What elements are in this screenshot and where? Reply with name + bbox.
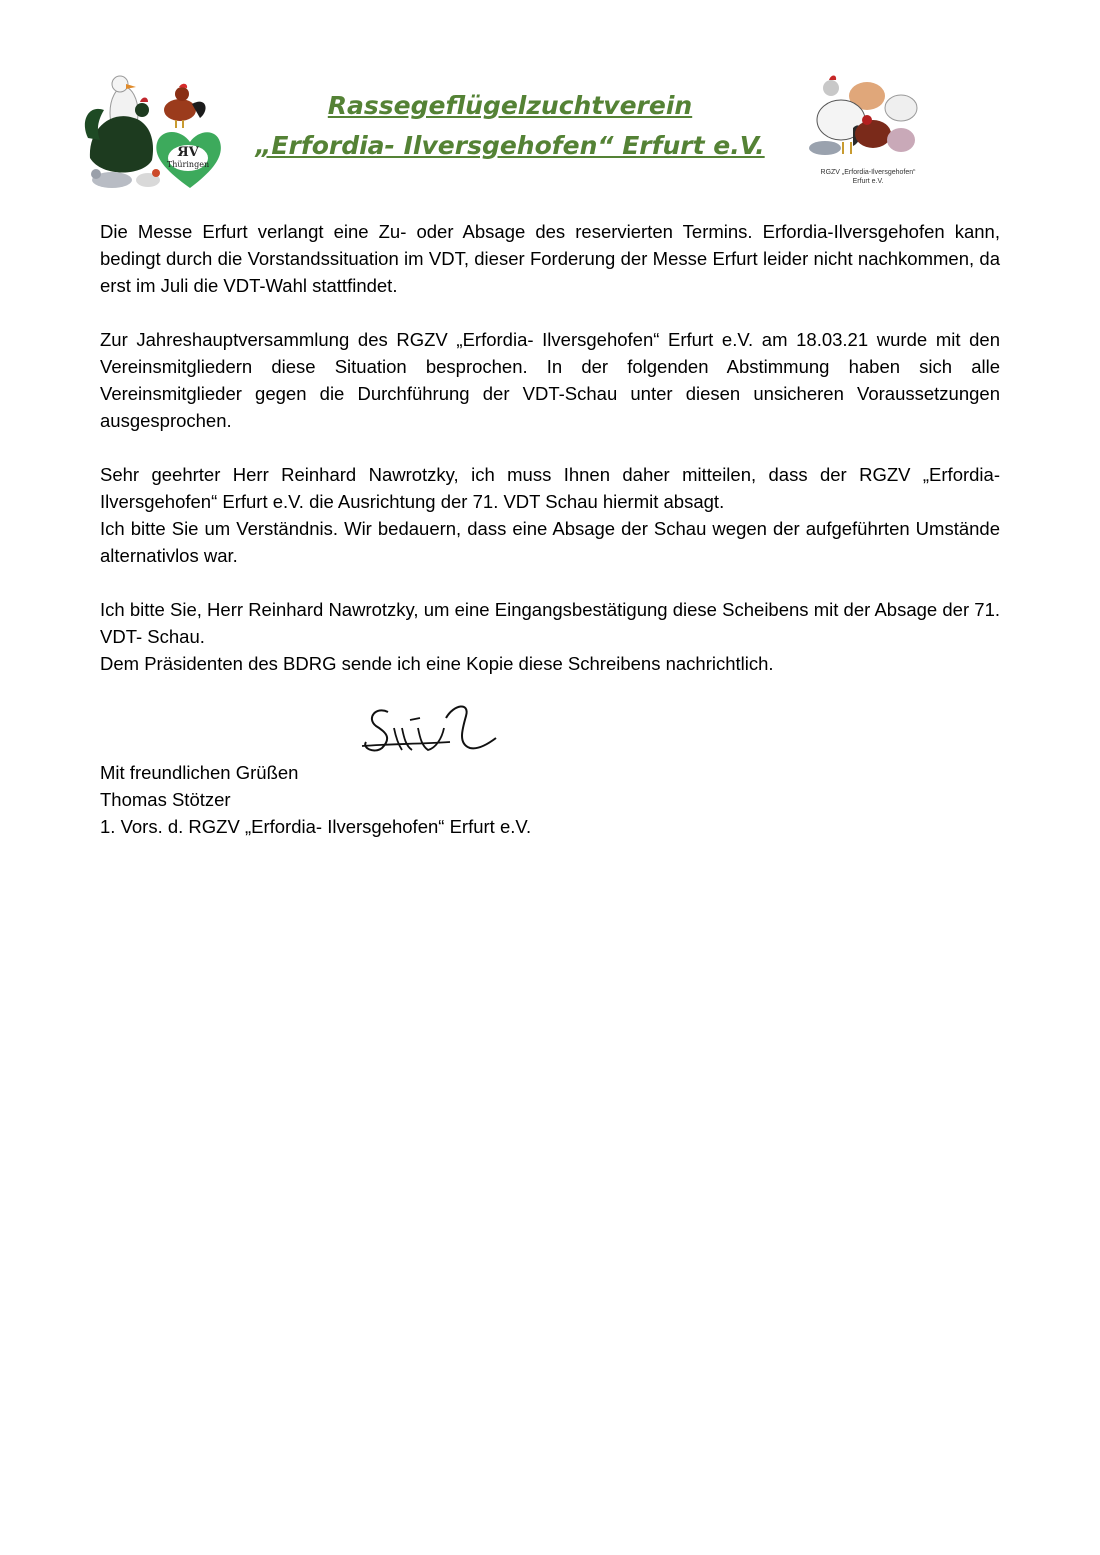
club-title — [240, 86, 780, 166]
paragraph-jahreshauptversammlung: Zur Jahreshauptversammlung des RGZV „Erfordia- Ilversgehofen“ Erfurt e.V. am 18.03.21 wurde mit den Vereinsmitgliedern diese Situation besprochen. In der folgenden Abstimmung haben sich alle Vereinsmitglieder gegen die Durchführung der VDT-Schau unter diesen unsicheren Voraussetzungen ausgesprochen. — [100, 329, 1000, 431]
signer-name: Thomas Stötzer — [100, 789, 231, 810]
handwritten-signature — [358, 698, 503, 760]
poultry-thueringen-logo — [82, 68, 222, 196]
club-title-line1: Rassegeflügelzuchtverein — [327, 91, 693, 120]
signer-role: 1. Vors. d. RGZV „Erfordia- Ilversgehofen“ Erfurt e.V. — [100, 816, 532, 837]
paragraph-verstaendnis: Ich bitte Sie um Verständnis. Wir bedauern, dass eine Absage der Schau wegen der aufgeführten Umstände alternativlos war. — [100, 518, 1000, 566]
paragraph-kopie-bdrg: Dem Präsidenten des BDRG sende ich eine Kopie diese Schreibens nachrichtlich. — [100, 653, 774, 674]
paragraph-absage: Sehr geehrter Herr Reinhard Nawrotzky, ich muss Ihnen daher mitteilen, dass der RGZV „Erfordia- Ilversgehofen“ Erfurt e.V. die Ausrichtung der 71. VDT Schau hiermit absagt. — [100, 464, 1000, 512]
closing-block — [100, 759, 531, 840]
paragraph-messe: Die Messe Erfurt verlangt eine Zu- oder Absage des reservierten Termins. Erfordia-Ilversgehofen kann, bedingt durch die Vorstandssituation im VDT, dieser Forderung der Messe Erfurt leider nicht nachkommen, da erst im Juli die VDT-Wahl stattfindet. — [100, 221, 1000, 296]
logo-caption-line1: RGZV „Erfordia-Ilversgehofen“ — [820, 169, 916, 176]
poultry-club-logo — [803, 68, 933, 198]
letter-body — [100, 218, 1000, 704]
club-title-line2: „Erfordia- Ilversgehofen“ Erfurt e.V. — [255, 131, 765, 160]
svg-text:ЯV: ЯV — [177, 145, 199, 160]
paragraph-eingangsbestaetigung: Ich bitte Sie, Herr Reinhard Nawrotzky, um eine Eingangsbestätigung diese Scheibens mit der Absage der 71. VDT- Schau. — [100, 599, 1000, 647]
closing-greeting: Mit freundlichen Grüßen — [100, 762, 299, 783]
svg-text:Thüringen: Thüringen — [166, 160, 210, 169]
logo-caption-line2: Erfurt e.V. — [852, 178, 884, 185]
letterhead — [0, 60, 1100, 200]
